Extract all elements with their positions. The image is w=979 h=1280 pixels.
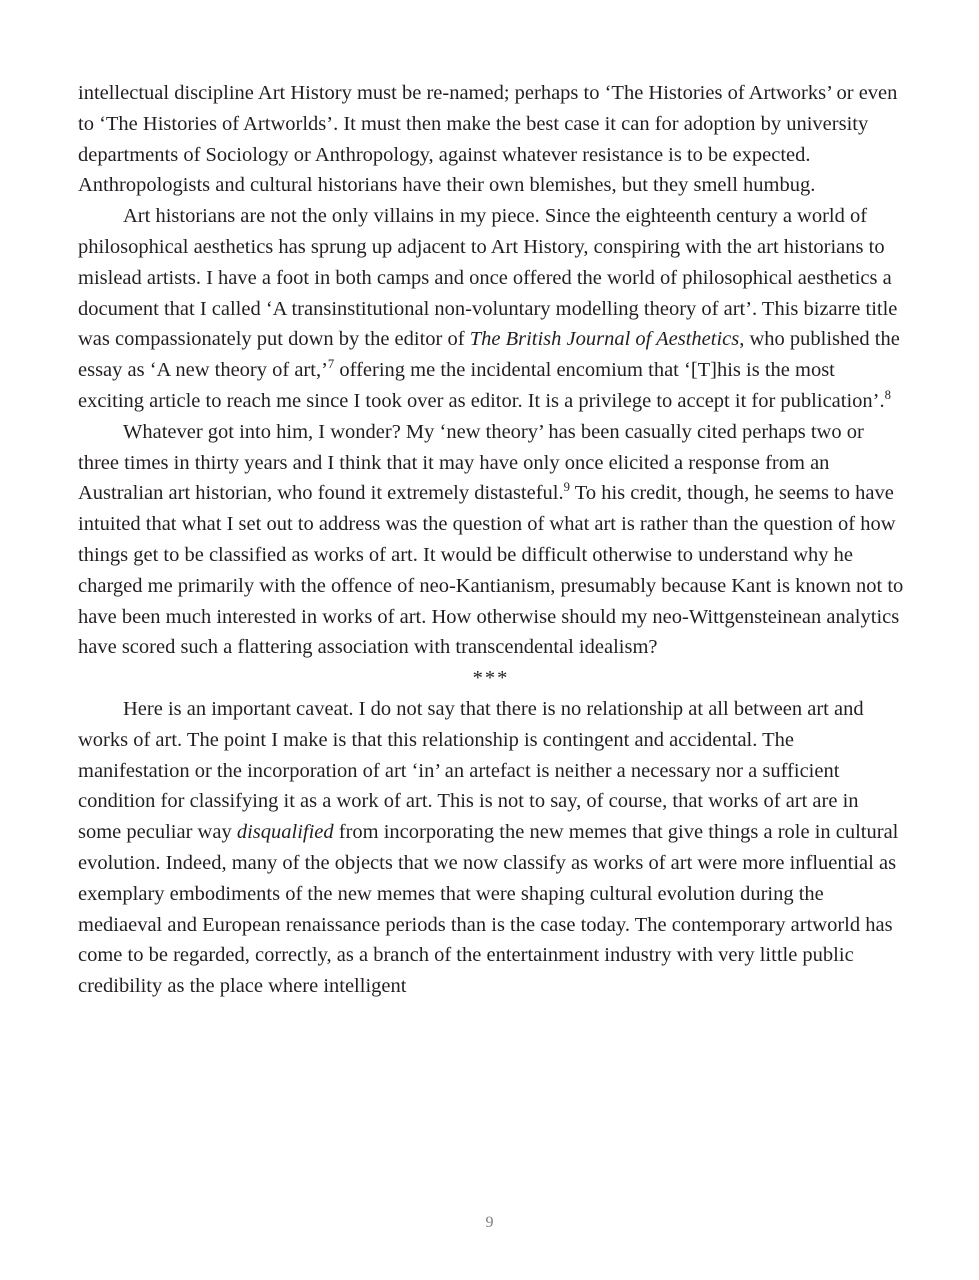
- footnote-marker: 7: [327, 357, 335, 372]
- text-run: Here is an important caveat. I do not say that there is no relationship at all between art and works of art. The point I make is that this relationship is contingent and accidental. The manifestation or the incorporation of art ‘in’ an artefact is neither a necessary nor a sufficient condition for classifying it as a work of art. This is not to say, of course, that works of art are in some peculiar way: [78, 697, 864, 844]
- page-number: 9: [485, 1214, 494, 1231]
- footnote-marker: 8: [884, 388, 891, 403]
- text-run: Whatever got into him, I wonder? My ‘new theory’ has been casually cited perhaps two or three times in thirty years and I think that it may have only once elicited a response from an Australian art historian, who found it extremely distasteful.: [78, 420, 864, 505]
- para-caveat: [78, 694, 904, 1002]
- footnote-marker: 9: [563, 480, 570, 495]
- italic-title: The British Journal of Aesthetics: [469, 328, 740, 351]
- page-body: [78, 78, 904, 1002]
- text-run: intellectual discipline Art History must be re-named; perhaps to ‘The Histories of Artworks’ or even to ‘The Histories of Artworlds’. It must then make the best case it can for adoption by university departments of Sociology or Anthropology, against whatever resistance is to be expected. Anthropologists and cultural historians have their own blemishes, but they smell humbug.: [78, 82, 898, 197]
- text-run: , who published the essay as ‘A new theory of art,’: [78, 328, 900, 382]
- para-art-historians: [78, 201, 904, 417]
- para-continuation: [78, 78, 904, 201]
- section-divider: ***: [472, 667, 510, 690]
- text-run: offering me the incidental encomium that ‘[T]his is the most exciting article to reach me since I took over as editor. It is a privilege to accept it for publication’.: [78, 359, 885, 412]
- para-whatever-got-into-him: [78, 417, 904, 663]
- text-run: from incorporating the new memes that give things a role in cultural evolution. Indeed, many of the objects that we now classify as works of art were more influential as exemplary embodiments of the new memes that were shaping cultural evolution during the mediaeval and European renaissance periods than is the case today. The contemporary artworld has come to be regarded, correctly, as a branch of the entertainment industry with very little public credibility as the place where intelligent: [78, 821, 899, 998]
- text-run: Art historians are not the only villains in my piece. Since the eighteenth century a world of philosophical aesthetics has sprung up adjacent to Art History, conspiring with the art historians to mislead artists. I have a foot in both camps and once offered the world of philosophical aesthetics a document that I called ‘A transinstitutional non-voluntary modelling theory of art’. This bizarre title was compassionately put down by the editor of: [78, 205, 898, 351]
- text-run: To his credit, though, he seems to have intuited that what I set out to address was the question of what art is rather than the question of how things get to be classified as works of art. It would be difficult otherwise to understand why he charged me primarily with the offence of neo-Kantianism, presumably because Kant is known not to have been much interested in works of art. How otherwise should my neo-Wittgensteinean analytics have scored such a flattering association with transcendental idealism?: [78, 482, 904, 659]
- italic-title: disqualified: [236, 821, 334, 844]
